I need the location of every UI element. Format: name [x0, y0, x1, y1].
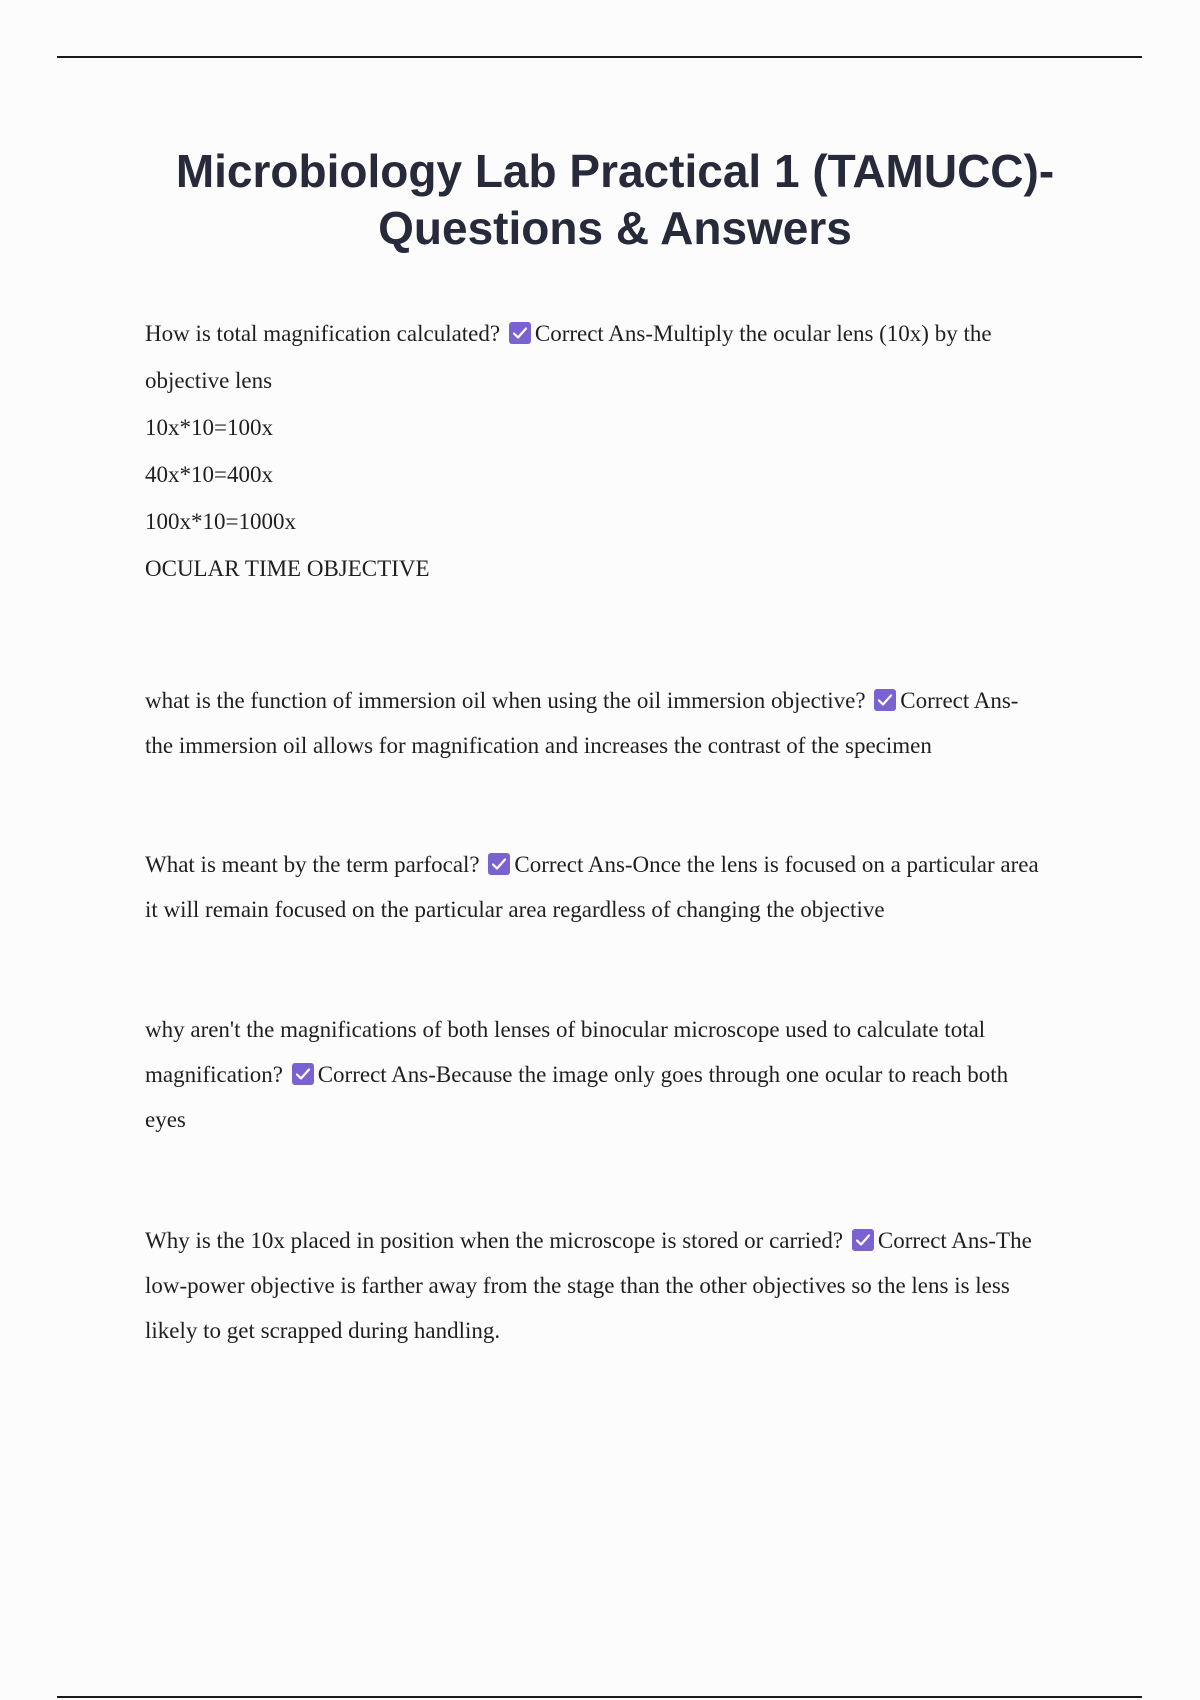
- qa-line: [145, 678, 1090, 723]
- answer-text: Correct Ans-Multiply the ocular lens (10x) by the: [534, 321, 992, 346]
- question-text: How is total magnification calculated?: [145, 321, 501, 346]
- qa-line: objective lens: [145, 368, 273, 393]
- checkmark-icon: [852, 1229, 874, 1251]
- top-rule: [57, 56, 1142, 58]
- checkmark-icon: [488, 853, 510, 875]
- answer-text: Correct Ans-: [900, 688, 1019, 713]
- question-text: What is meant by the term parfocal?: [145, 852, 480, 877]
- question-text: magnification?: [145, 1062, 283, 1087]
- document-title: [100, 143, 1130, 257]
- answer-text: Correct Ans-The: [877, 1228, 1032, 1253]
- bottom-rule: [57, 1696, 1142, 1698]
- qa-item-3: [145, 842, 1090, 932]
- answer-text: Correct Ans-Because the image only goes through one ocular to reach both: [317, 1062, 1009, 1087]
- question-text: what is the function of immersion oil when using the oil immersion objective?: [145, 688, 866, 713]
- qa-line: likely to get scrapped during handling.: [145, 1318, 501, 1343]
- qa-item-1: [145, 310, 1090, 592]
- calc-line: OCULAR TIME OBJECTIVE: [145, 556, 430, 581]
- title-line-1: Microbiology Lab Practical 1 (TAMUCC)-: [175, 145, 1055, 197]
- qa-item-2: [145, 678, 1090, 768]
- question-text: Why is the 10x placed in position when the microscope is stored or carried?: [145, 1228, 844, 1253]
- qa-line: [145, 842, 1090, 887]
- answer-text: Correct Ans-Once the lens is focused on a particular area: [514, 852, 1039, 877]
- calc-line: 100x*10=1000x: [145, 509, 296, 534]
- calc-line: 40x*10=400x: [145, 462, 273, 487]
- qa-line: [145, 310, 1090, 357]
- qa-line: low-power objective is farther away from the stage than the other objectives so the lens is less: [145, 1273, 1010, 1298]
- title-line-2: Questions & Answers: [378, 202, 852, 254]
- qa-line: eyes: [145, 1107, 186, 1132]
- checkmark-icon: [509, 322, 531, 344]
- checkmark-icon: [874, 689, 896, 711]
- qa-line: it will remain focused on the particular area regardless of changing the objective: [145, 897, 885, 922]
- qa-list: [145, 310, 1090, 1353]
- calc-line: 10x*10=100x: [145, 415, 273, 440]
- qa-line: [145, 1052, 1090, 1097]
- qa-item-4: [145, 1007, 1090, 1142]
- qa-item-5: [145, 1218, 1090, 1353]
- qa-line: why aren't the magnifications of both lenses of binocular microscope used to calculate total: [145, 1017, 986, 1042]
- qa-line: the immersion oil allows for magnification and increases the contrast of the specimen: [145, 733, 932, 758]
- qa-line: [145, 1218, 1090, 1263]
- checkmark-icon: [292, 1063, 314, 1085]
